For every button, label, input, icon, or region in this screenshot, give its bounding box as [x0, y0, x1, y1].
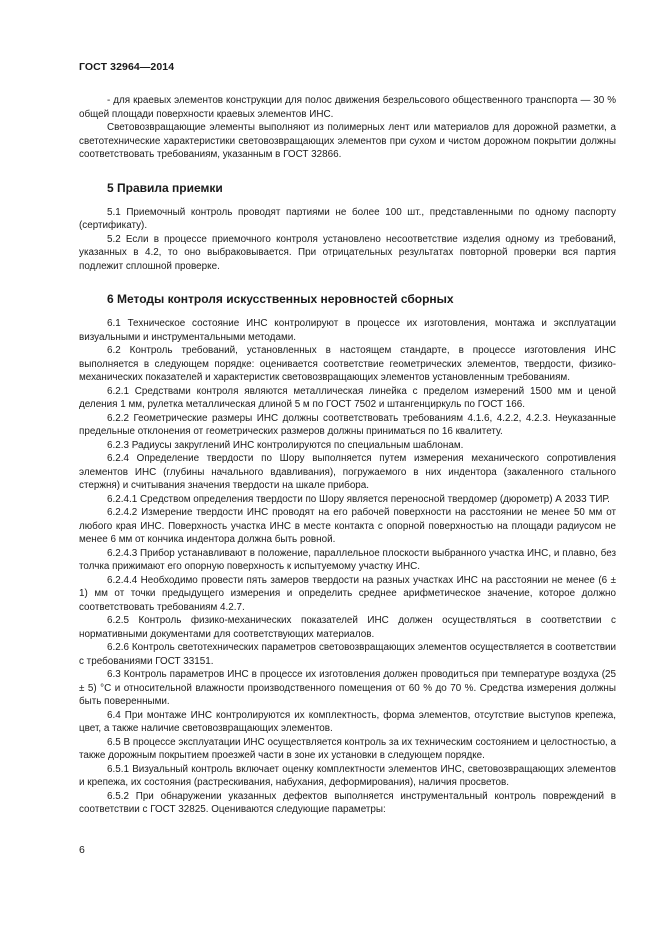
section-5-paragraph-2: 5.2 Если в процессе приемочного контроля установлено несоответствие изделия одному из требований, указанных в 4.2, то оно выбраковывается. При отрицательных результатах повторной проверки вся партия подлежит сплошной проверке.: [79, 233, 616, 272]
paragraph-6-2-5: 6.2.5 Контроль физико-механических показателей ИНС должен осуществляться в соответствии с нормативными документами для соответствующих материалов.: [79, 615, 616, 640]
paragraph-6-2-4: 6.2.4 Определение твердости по Шору выполняется путем измерения механического сопротивления элементов ИНС (глубины начального вдавливания), погружаемого в них индентора (закаленного стального стержня) и считывания значения твердости на шкале прибора.: [79, 453, 616, 491]
paragraph-6-4: 6.4 При монтаже ИНС контролируются их комплектность, форма элементов, отсутствие выступов крепежа, цвет, а также наличие световозвращающих элементов.: [79, 709, 616, 734]
paragraph-6-2-4-2: 6.2.4.2 Измерение твердости ИНС проводят на его рабочей поверхности на расстоянии не менее 50 мм от любого края ИНС. Поверхность участка ИНС в месте контакта с опорной поверхностью на площади радиусом не менее 6 мм от кончика индентора должна быть ровной.: [79, 507, 616, 545]
paragraph-6-2: 6.2 Контроль требований, установленных в настоящем стандарте, в процессе изготовления ИНС выполняется в следующем порядке: оценивается соответствие геометрических элементов, твердости, физико-механических показателей и характеристик световозвращающих элементов установленным требованиям.: [79, 345, 616, 383]
paragraph-6-2-4-4: 6.2.4.4 Необходимо провести пять замеров твердости на разных участках ИНС на расстоянии не менее (6 ± 1) мм от точки предыдущего измерения и определить среднее арифметическое значение, которое должно соответствовать требованиям 4.2.7.: [79, 574, 616, 613]
section-6-heading: 6 Методы контроля искусственных неровностей сборных: [107, 292, 454, 306]
page-number: 6: [79, 844, 85, 856]
intro-paragraph-2: Световозвращающие элементы выполняют из полимерных лент или материалов для дорожной разметки, а светотехнические характеристики световозвращающих элементов при сухом и чистом дорожном покрытии должны соответствовать требованиям, указанным в ГОСТ 32866.: [79, 122, 616, 160]
paragraph-6-1: 6.1 Техническое состояние ИНС контролируют в процессе их изготовления, монтажа и эксплуатации визуальными и инструментальными методами.: [79, 318, 616, 343]
paragraph-6-2-6: 6.2.6 Контроль светотехнических параметров световозвращающих элементов осуществляется в соответствии с требованиями ГОСТ 33151.: [79, 642, 616, 667]
paragraph-6-5-2: 6.5.2 При обнаружении указанных дефектов выполняется инструментальный контроль повреждений в соответствии с ГОСТ 32825. Оцениваются следующие параметры:: [79, 790, 616, 815]
paragraph-6-3: 6.3 Контроль параметров ИНС в процессе их изготовления должен проводиться при температуре воздуха (25 ± 5) °С и относительной влажности производственного помещения от 60 % до 70 %. Средства измерения должны быть поверенными.: [79, 669, 616, 707]
paragraph-6-2-1: 6.2.1 Средствами контроля являются металлическая линейка с пределом измерений 1500 мм и ценой деления 1 мм, рулетка металлическая длиной 5 м по ГОСТ 7502 и штангенциркуль по ГОСТ 166.: [79, 385, 616, 410]
section-5-heading: 5 Правила приемки: [107, 180, 223, 195]
paragraph-6-2-2: 6.2.2 Геометрические размеры ИНС должны соответствовать требованиям 4.1.6, 4.2.2, 4.2.3. Неуказанные предельные отклонения от геометрических размеров должны приниматься по 16 квалитету.: [79, 412, 616, 437]
paragraph-6-2-4-1: 6.2.4.1 Средством определения твердости по Шору является переносной твердомер (дюрометр) А 2033 ТИР.: [107, 493, 610, 505]
paragraph-6-2-4-3: 6.2.4.3 Прибор устанавливают в положение, параллельное плоскости выбранного участка ИНС, и плавно, без толчка прижимают его опорную поверхность к испытуемому участку ИНС.: [79, 547, 616, 572]
paragraph-6-5: 6.5 В процессе эксплуатации ИНС осуществляется контроль за их техническим состоянием и целостностью, а также дорожным покрытием проезжей части в зоне их установки в следующем порядке.: [79, 736, 616, 761]
document-header: ГОСТ 32964—2014: [79, 61, 175, 73]
paragraph-6-2-3: 6.2.3 Радиусы закруглений ИНС контролируются по специальным шаблонам.: [107, 439, 464, 451]
paragraph-6-5-1: 6.5.1 Визуальный контроль включает оценку комплектности элементов ИНС, световозвращающих элементов и крепежа, их состояния (растрескивания, набухания, деформирования), наличия просветов.: [79, 763, 616, 788]
intro-paragraph-1: - для краевых элементов конструкции для полос движения безрельсового общественного транспорта — 30 % общей площади поверхности краевых элементов ИНС.: [79, 95, 616, 120]
page-content: [79, 94, 616, 817]
section-5-paragraph-1: 5.1 Приемочный контроль проводят партиями не более 100 шт., представленными по одному паспорту (сертификату).: [79, 206, 616, 231]
